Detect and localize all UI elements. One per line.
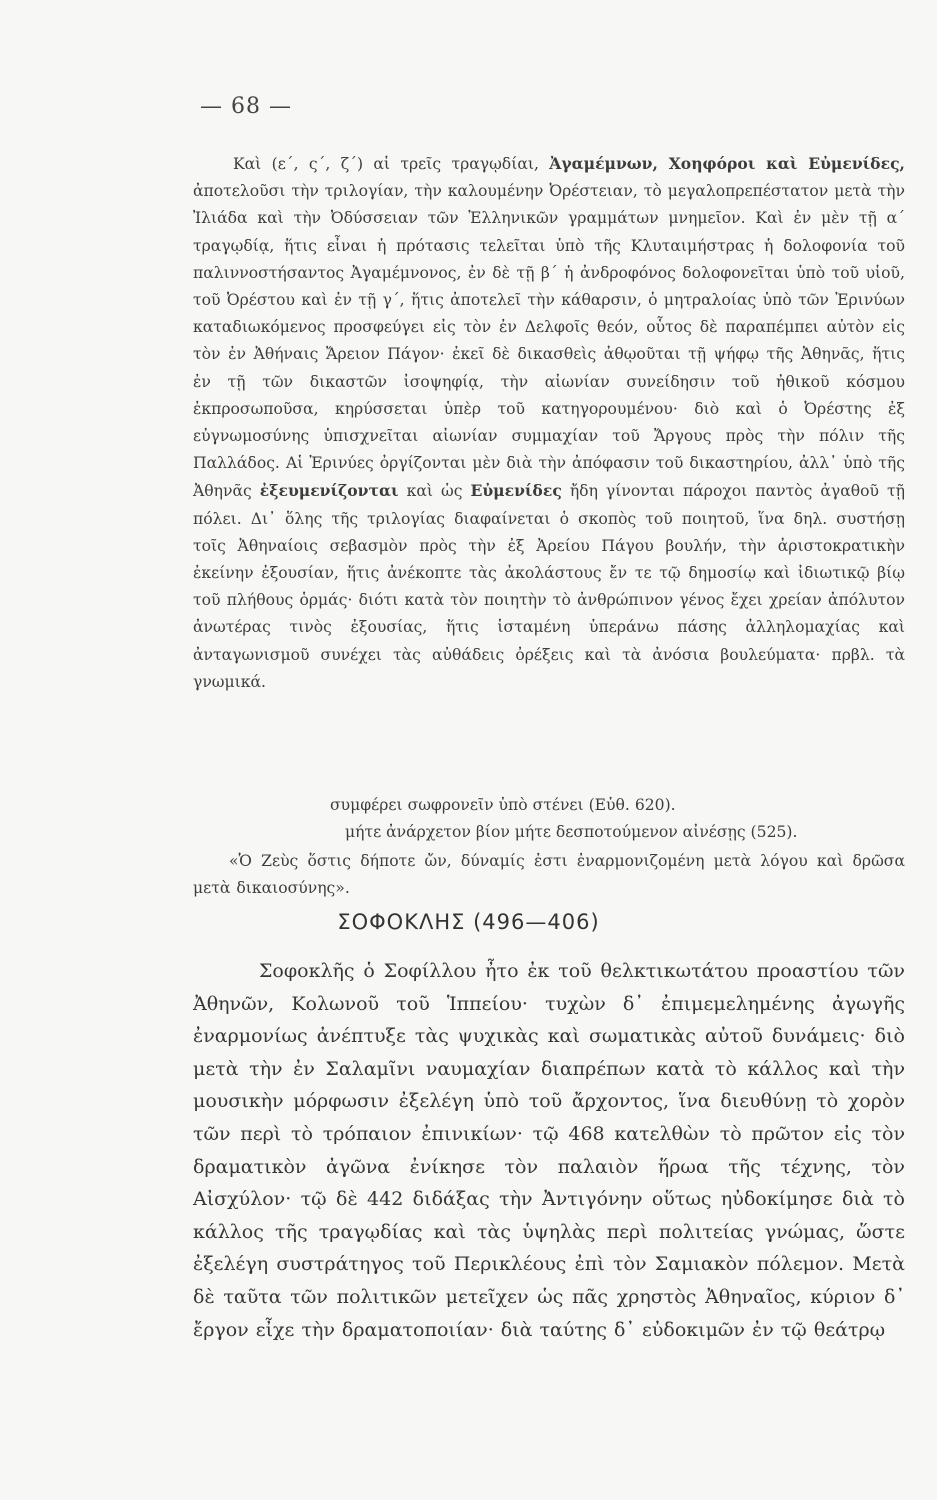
quote-line-1: συμφέρει σωφρονεῖν ὑπὸ στένει (Εὐθ. 620). [330,796,676,814]
paragraph-oresteia [193,150,905,696]
paragraph-sophocles: Σοφοκλῆς ὁ Σοφίλλου ἦτο ἐκ τοῦ θελκτικωτάτου προαστίου τῶν Ἀθηνῶν, Κολωνοῦ τοῦ Ἱππείου· τυχὼν δ᾽ ἐπιμεμελημένης ἀγωγῆς ἐναρμονίως ἀνέπτυξε τὰς ψυχικὰς καὶ σωματικὰς αὐτοῦ δυνάμεις· διὸ μετὰ τὴν ἐν Σαλαμῖνι ναυμαχίαν διαπρέπων κατὰ τὸ κάλλος καὶ τὴν μουσικὴν μόρφωσιν ἐξελέγη ὑπὸ τοῦ ἄρχοντος, ἵνα διευθύνῃ τὸ χορὸν τῶν περὶ τὸ τρόπαιον ἐπινικίων· τῷ 468 κατελθὼν τὸ πρῶτον εἰς τὸν δραματικὸν ἀγῶνα ἐνίκησε τὸν παλαιὸν ἥρωα τῆς τέχνης, τὸν Αἰσχύλον· τῷ δὲ 442 διδάξας τὴν Ἀντιγόνην οὕτως ηὐδοκίμησε διὰ τὸ κάλλος τῆς τραγῳδίας καὶ τὰς ὑψηλὰς περὶ πολιτείας γνώμας, ὥστε ἐξελέγη συστράτηγος τοῦ Περικλέους ἐπὶ τὸν Σαμιακὸν πόλεμον. Μετὰ δὲ ταῦτα τῶν πολιτικῶν μετεῖχεν ὡς πᾶς χρηστὸς Ἀθηναῖος, κύριον δ᾽ ἔργον εἶχε τὴν δραματοποιίαν· διὰ ταύτης δ᾽ εὐδοκιμῶν ἐν τῷ θεάτρῳ [193,960,905,1341]
section-title: ΣΟΦΟΚΛΗΣ (496—406) [337,910,600,934]
bold-title-trilogy: Ἀγαμέμνων, Χοηφόροι καὶ Εὐμενίδες, [549,154,905,173]
text-run: Καὶ (ε΄, ς΄, ζ΄) αἱ τρεῖς τραγῳδίαι, [233,155,550,173]
quote-line-2: μήτε ἀνάρχετον βίον μήτε δεσποτούμενον αἰνέσῃς (525). [345,823,798,841]
page-number: — 68 — [200,94,292,119]
text-run: καὶ ὡς [398,482,471,501]
text-run: ἤδη γίνονται πάροχοι παντὸς ἀγαθοῦ τῇ πόλει. Δι᾽ ὅλης τῆς τριλογίας διαφαίνεται ὁ σκοπὸς τοῦ ποιητοῦ, ἵνα δηλ. συστήσῃ τοῖς Ἀθηναίοις σεβασμὸν πρὸς τὴν ἐξ Ἀρείου Πάγου βουλήν, τὴν ἀριστοκρατικὴν ἐκείνην ἐξουσίαν, ἥτις ἀνέκοπτε τὰς ἀκολάστους ἔν τε τῷ δημοσίῳ καὶ ἰδιωτικῷ βίῳ τοῦ πλήθους ὁρμάς· διότι κατὰ τὸν ποιητὴν τὸ ἀνθρώπινον γένος ἔχει χρείαν ἀπόλυτον ἀνωτέρας τινὸς ἐξουσίας, ἥτις ἱσταμένη ὑπεράνω πάσης ἀλληλομαχίας καὶ ἀνταγωνισμοῦ συνέχει τὰς αὐθάδεις ὀρέξεις καὶ τὰ ἀνόσια βουλεύματα· πρβλ. τὰ γνωμικά. [193,482,905,691]
bold-term-eumenides: Εὐμενίδες [470,481,562,501]
text-run: ἀποτελοῦσι τὴν τριλογίαν, τὴν καλουμένην Ὀρέστειαν, τὸ μεγαλοπρεπέστατον μετὰ τὴν Ἰλιάδα καὶ τὴν Ὀδύσσειαν τῶν Ἑλληνικῶν γραμμάτων μνημεῖον. Καὶ ἐν μὲν τῇ α΄ τραγῳδίᾳ, ἥτις εἶναι ἡ πρότασις τελεῖται ὑπὸ τῆς Κλυταιμήστρας ἡ δολοφονία τοῦ παλιννοστήσαντος Ἀγαμέμνονος, ἐν δὲ τῇ β΄ ἡ ἀνδροφόνος δολοφονεῖται ὑπὸ τοῦ υἱοῦ, τοῦ Ὀρέστου καὶ ἐν τῇ γ΄, ἥτις ἀποτελεῖ τὴν κάθαρσιν, ὁ μητραλοίας ὑπὸ τῶν Ἐρινύων καταδιωκόμενος προσφεύγει εἰς τὸν ἐν Δελφοῖς θεόν, οὗτος δὲ παραπέμπει αὐτὸν εἰς τὸν ἐν Ἀθήναις Ἄρειον Πάγον· ἐκεῖ δὲ δικασθεὶς ἀθῳοῦται τῇ ψήφῳ τῆς Ἀθηνᾶς, ἥτις ἐν τῇ τῶν δικαστῶν ἰσοψηφίᾳ, τὴν αἰωνίαν συνείδησιν τοῦ ἠθικοῦ κόσμου ἐκπροσωποῦσα, κηρύσσεται ὑπὲρ τοῦ κατηγορουμένου· διὸ καὶ ὁ Ὀρέστης ἐξ εὐγνωμοσύνης ὑπισχνεῖται αἰωνίαν συμμαχίαν τοῦ Ἄργους πρὸς τὴν πόλιν τῆς Παλλάδος. Αἱ Ἐρινύες ὀργίζονται μὲν διὰ τὴν ἀπόφασιν τοῦ δικαστηρίου, ἀλλ᾽ ὑπὸ τῆς Ἀθηνᾶς [193,182,905,501]
paragraph-zeus-quote: «Ὁ Ζεὺς ὅστις δήποτε ὤν, δύναμίς ἐστι ἐναρμονιζομένη μετὰ λόγου καὶ δρῶσα μετὰ δικαιοσύνης». [193,852,905,898]
bold-term-exeumenizontai: ἐξευμενίζονται [259,481,399,501]
